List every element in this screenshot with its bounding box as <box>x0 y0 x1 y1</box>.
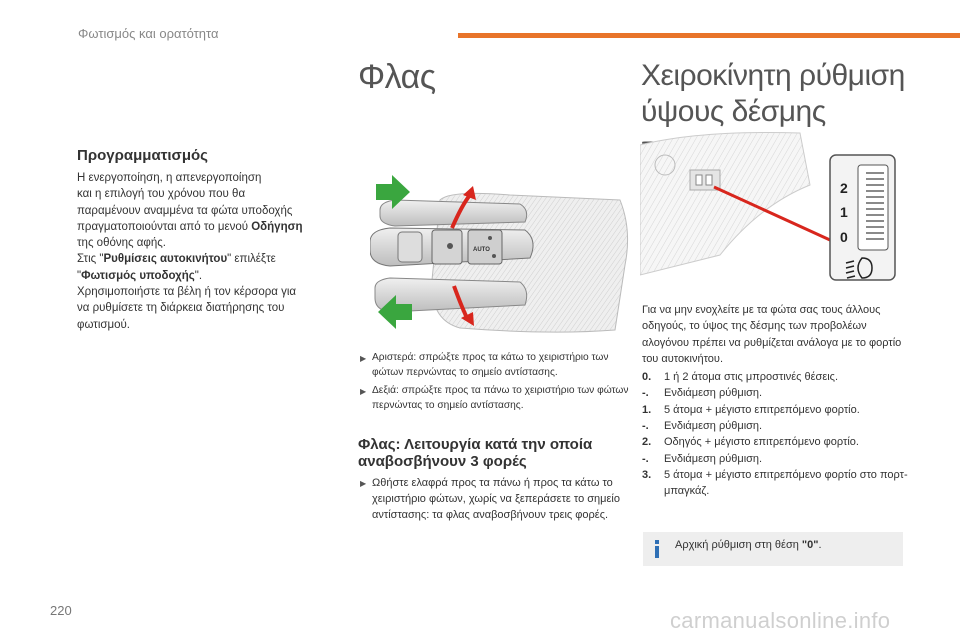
headlamp-position-code: 1. <box>642 403 652 416</box>
headlamp-position-text: Οδηγός + μέγιστο επιτρεπόμενο φορτίο. <box>664 436 859 449</box>
programming-text <box>77 170 337 333</box>
watermark: carmanualsonline.info <box>670 608 891 633</box>
programming-text-segment: Ρυθμίσεις αυτοκινήτου <box>103 253 228 266</box>
programming-line <box>77 235 337 251</box>
headlamp-position-text: 5 άτομα + μέγιστο επιτρεπόμενο φορτίο στο πορτ-μπαγκάζ. <box>664 468 908 498</box>
headlamp-position-item <box>642 434 912 450</box>
headlamp-position-code: -. <box>642 420 649 433</box>
headlamp-position-item <box>642 369 912 385</box>
programming-heading: Προγραμματισμός <box>77 147 208 164</box>
stalk-symbol-headlamp <box>488 236 492 240</box>
programming-text-segment: της οθόνης αφής. <box>77 237 166 250</box>
headlamp-dial-zoom <box>830 155 895 280</box>
dial-mark-0: 0 <box>840 229 848 245</box>
three-flash-title <box>358 436 592 470</box>
info-text <box>675 539 822 551</box>
programming-text-segment: Οδήγηση <box>251 220 303 233</box>
programming-line <box>77 268 337 284</box>
bullet-arrow-icon: ▶ <box>360 479 367 488</box>
three-flash-text: Ωθήστε ελαφρά προς τα πάνω ή προς τα κάτω το χειριστήριο φώτων, χωρίς να ξεπεράσετε το σημείο αντίστασης: τα φλας αναβοσβήνουν τρεις φορές. <box>372 477 620 521</box>
headlamp-position-item <box>642 451 912 467</box>
dashboard-switch-2 <box>706 175 712 185</box>
flash-title: Φλας <box>358 58 436 96</box>
headlamp-position-text: Ενδιάμεση ρύθμιση. <box>664 420 763 433</box>
bullet-arrow-icon: ▶ <box>360 354 367 363</box>
headlamp-position-text: Ενδιάμεση ρύθμιση. <box>664 387 763 400</box>
three-flash-title-line-1: Φλας: Λειτουργία κατά την οποία <box>358 436 593 453</box>
programming-line <box>77 317 337 333</box>
headlamp-position-text: 1 ή 2 άτομα στις μπροστινές θέσεις. <box>664 371 839 384</box>
programming-text-segment: και η επιλογή του χρόνου που θα <box>77 188 246 201</box>
headlamp-text <box>642 302 912 500</box>
headlamp-title-line-1: Χειροκίνητη ρύθμιση <box>641 59 905 92</box>
page-number: 220 <box>50 603 72 618</box>
info-icon <box>652 540 662 558</box>
programming-line <box>77 170 337 186</box>
programming-line <box>77 203 337 219</box>
programming-text-segment: Χρησιμοποιήστε τα βέλη ή τον κέρσορα για <box>77 286 297 299</box>
dashboard-illustration <box>640 125 910 295</box>
headlamp-dial-wheel <box>858 165 888 250</box>
headlamp-position-code: -. <box>642 452 649 465</box>
programming-text-segment: " <box>77 269 82 282</box>
programming-line <box>77 251 337 267</box>
programming-text-segment: Στις " <box>77 253 104 266</box>
programming-text-segment: " επιλέξτε <box>227 253 276 266</box>
programming-text-segment: ". <box>194 269 203 282</box>
green-arrow-left-icon <box>378 295 412 329</box>
programming-line <box>77 186 337 202</box>
headlamp-position-code: 3. <box>642 468 652 481</box>
dashboard-switch-1 <box>696 175 702 185</box>
programming-text-segment: φωτισμού. <box>77 318 130 331</box>
headlamp-position-item <box>642 467 912 500</box>
headlamp-position-item <box>642 418 912 434</box>
programming-text-segment: παραμένουν αναμμένα τα φώτα υποδοχής <box>77 204 293 217</box>
three-flash-title-line-2: αναβοσβήνουν 3 φορές <box>358 453 527 470</box>
programming-text-segment: πραγματοποιούνται από το μενού <box>77 220 252 233</box>
programming-line <box>77 300 337 316</box>
headlamp-position-text: 5 άτομα + μέγιστο επιτρεπόμενο φορτίο. <box>664 403 860 416</box>
programming-text-segment: Η ενεργοποίηση, η απενεργοποίηση <box>77 172 262 184</box>
stalk-rotary-ring <box>432 230 462 264</box>
green-arrow-right-icon <box>376 175 410 209</box>
section-header-title: Φωτισμός και ορατότητα <box>78 26 219 41</box>
info-text-bold: "0" <box>801 539 819 551</box>
dial-mark-1: 1 <box>840 204 848 220</box>
stalk-auto-label: AUTO <box>473 247 490 253</box>
headlamp-position-text: Ενδιάμεση ρύθμιση. <box>664 452 763 465</box>
programming-text-segment: Φωτισμός υποδοχής <box>81 269 195 282</box>
headlamp-position-code: -. <box>642 387 649 400</box>
headlamp-intro: Για να μην ενοχλείτε με τα φώτα σας τους άλλους οδηγούς, το ύψος της δέσμης των προβολέων αλογόνου πρέπει να ρυθμίζεται ανάλογα με το φορτίο του αυτοκινήτου. <box>642 304 902 365</box>
programming-line <box>77 284 337 300</box>
headlamp-position-item <box>642 385 912 401</box>
stalk-knob-end <box>398 232 422 262</box>
header-accent-bar <box>458 33 960 38</box>
info-text-end: . <box>818 539 822 551</box>
dial-mark-2: 2 <box>840 180 848 196</box>
stalk-symbol-dot <box>447 243 453 249</box>
programming-text-segment: να ρυθμίσετε τη διάρκεια διατήρησης του <box>77 302 285 315</box>
flash-bullet-text: Δεξιά: σπρώξτε προς τα πάνω το χειριστήριο των φώτων περνώντας το σημείο αντίστασης. <box>372 385 629 411</box>
headlamp-position-code: 2. <box>642 436 652 449</box>
bullet-arrow-icon: ▶ <box>360 387 367 396</box>
flash-bullet-item <box>360 350 630 380</box>
flash-bullets <box>360 350 630 416</box>
headlamp-title-line-2: ύψους δέσμης <box>641 95 826 128</box>
programming-line <box>77 219 337 235</box>
flash-bullet-text: Αριστερά: σπρώξτε προς τα κάτω το χειριστήριο των φώτων περνώντας το σημείο αντίστασης. <box>372 352 609 378</box>
three-flash-bullet <box>360 475 630 523</box>
info-text-main: Αρχική ρύθμιση στη θέση <box>675 539 802 551</box>
dashboard-panel <box>640 133 810 276</box>
headlamp-position-item <box>642 402 912 418</box>
flash-bullet-item <box>360 383 630 413</box>
stalk-symbol-sidelamp <box>492 254 496 258</box>
headlamp-position-code: 0. <box>642 371 652 384</box>
headlamp-positions-list <box>642 369 912 499</box>
